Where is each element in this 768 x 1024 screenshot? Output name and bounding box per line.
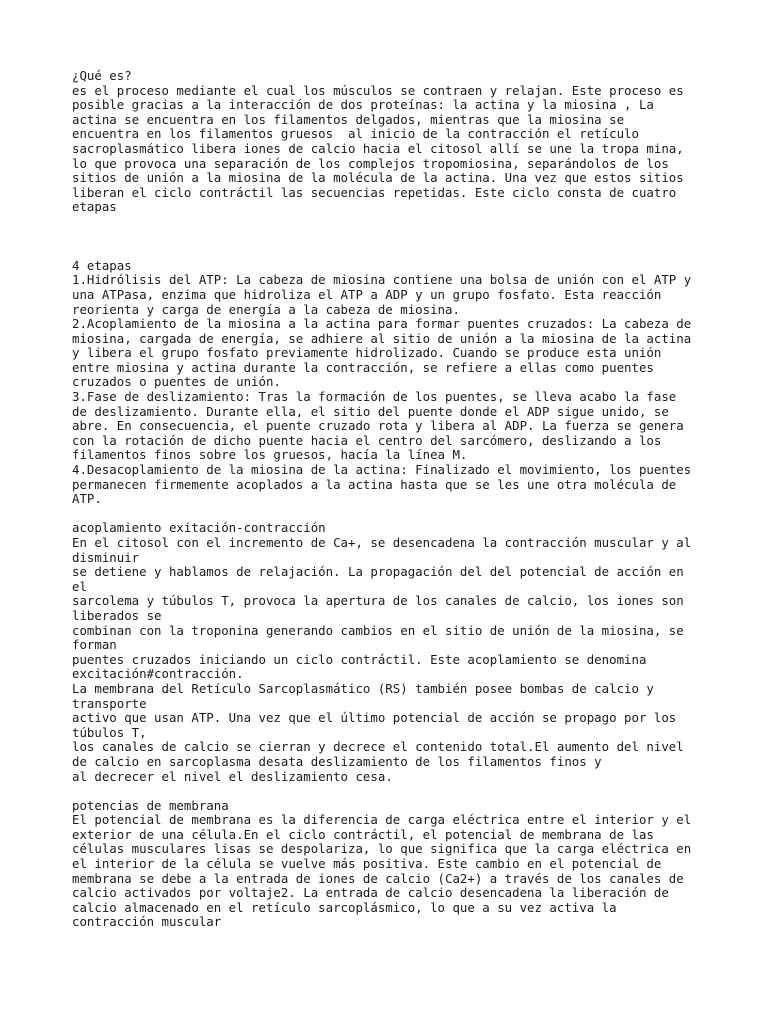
blank-line	[72, 784, 702, 799]
text-line: contracción muscular	[72, 914, 222, 930]
text-line: miosina, cargada de energía, se adhiere al sitio de unión a la miosina de la actina	[72, 330, 692, 346]
text-line: de deslizamiento. Durante ella, el sitio del puente donde el ADP sigue unido, se	[72, 403, 669, 419]
section-heading: potencias de membrana	[72, 797, 229, 813]
text-line: membrana se debe a la entrada de iones de calcio (Ca2+) a través de los canales de	[72, 870, 684, 886]
text-line: abre. En consecuencia, el puente cruzado rota y libera al ADP. La fuerza se genera	[72, 418, 684, 434]
section-heading: 4 etapas	[72, 257, 132, 273]
text-line: 1.Hidrólisis del ATP: La cabeza de miosina contiene una bolsa de unión con el ATP y	[72, 272, 692, 288]
document-page	[72, 69, 702, 930]
text-line: al decrecer el nivel el deslizamiento cesa.	[72, 768, 393, 784]
section-heading: ¿Qué es?	[72, 68, 132, 83]
text-line: etapas	[72, 199, 117, 215]
text-line: combinan con la troponina generando cambios en el sitio de unión de la miosina, se	[72, 622, 684, 638]
text-line: transporte	[72, 695, 147, 711]
text-line: una ATPasa, enzima que hidroliza el ATP a ADP y un grupo fosfato. Esta reacción	[72, 286, 662, 302]
text-line: se detiene y hablamos de relajación. La propagación del del potencial de acción en	[72, 564, 684, 580]
text-line: sacroplasmático libera iones de calcio hacia el citosol allí se une la tropa mina,	[72, 140, 684, 156]
text-line: es el proceso mediante el cual los músculos se contraen y relajan. Este proceso es	[72, 82, 684, 98]
text-line: puentes cruzados iniciando un ciclo contráctil. Este acoplamiento se denomina	[72, 651, 647, 667]
blank-line	[72, 230, 702, 245]
text-line: La membrana del Retículo Sarcoplasmático (RS) también posee bombas de calcio y	[72, 680, 654, 696]
text-line: 4.Desacoplamiento de la miosina de la actina: Finalizado el movimiento, los puentes	[72, 462, 692, 478]
text-line: 2.Acoplamiento de la miosina a la actina para formar puentes cruzados: La cabeza de	[72, 316, 692, 332]
text-line: cruzados o puentes de unión.	[72, 374, 281, 390]
text-line: actina se encuentra en los filamentos delgados, mientras que la miosina se	[72, 111, 625, 127]
text-line: con la rotación de dicho puente hacia el centro del sarcómero, deslizando a los	[72, 432, 662, 448]
text-line: el	[72, 578, 87, 594]
section-que-es	[72, 69, 702, 259]
section-heading: acoplamiento exitación-contracción	[72, 520, 326, 536]
text-line: activo que usan ATP. Una vez que el último potencial de acción se propago por los	[72, 710, 677, 726]
text-line: posible gracias a la interacción de dos proteínas: la actina y la miosina , La	[72, 97, 654, 113]
blank-line	[72, 507, 702, 522]
text-line: calcio activados por voltaje2. La entrada de calcio desencadena la liberación de	[72, 885, 669, 901]
text-line: disminuir	[72, 549, 140, 565]
blank-line	[72, 244, 702, 259]
text-line: túbulos T,	[72, 724, 147, 740]
text-line: entre miosina y actina durante la contracción, se refiere a ellas como puentes	[72, 359, 654, 375]
text-line: células musculares lisas se despolariza, lo que significa que la carga eléctrica en	[72, 841, 692, 857]
section-etapas	[72, 259, 702, 522]
text-line: lo que provoca una separación de los complejos tropomiosina, separándolos de los	[72, 155, 669, 171]
text-line: y libera el grupo fosfato previamente hidrolizado. Cuando se produce esta unión	[72, 345, 662, 361]
text-line: forman	[72, 637, 117, 653]
text-line: excitación#contracción.	[72, 666, 244, 682]
text-line: ATP.	[72, 491, 102, 507]
blank-line	[72, 215, 702, 230]
text-line: sarcolema y túbulos T, provoca la apertura de los canales de calcio, los iones son	[72, 593, 684, 609]
section-acoplamiento	[72, 521, 702, 798]
text-line: los canales de calcio se cierran y decrece el contenido total.El aumento del nivel	[72, 739, 684, 755]
text-line: 3.Fase de deslizamiento: Tras la formación de los puentes, se lleva acabo la fase	[72, 389, 677, 405]
text-line: permanecen firmemente acoplados a la actina hasta que se les une otra molécula de	[72, 476, 677, 492]
text-line: el interior de la célula se vuelve más positiva. Este cambio en el potencial de	[72, 856, 662, 872]
text-line: de calcio en sarcoplasma desata deslizamiento de los filamentos finos y	[72, 753, 602, 769]
text-line: liberan el ciclo contráctil las secuencias repetidas. Este ciclo consta de cuatro	[72, 184, 677, 200]
text-line: exterior de una célula.En el ciclo contráctil, el potencial de membrana de las	[72, 826, 654, 842]
text-line: reorienta y carga de energía a la cabeza de miosina.	[72, 301, 460, 317]
text-line: El potencial de membrana es la diferencia de carga eléctrica entre el interior y el	[72, 812, 692, 828]
text-line: encuentra en los filamentos gruesos al inicio de la contracción el retículo	[72, 126, 639, 142]
text-line: En el citosol con el incremento de Ca+, se desencadena la contracción muscular y al	[72, 535, 692, 550]
section-potencias	[72, 799, 702, 930]
text-line: filamentos finos sobre los gruesos, hacía la línea M.	[72, 447, 468, 463]
text-line: sitios de unión a la miosina de la molécula de la actina. Una vez que estos sitios	[72, 170, 684, 186]
text-line: liberados se	[72, 607, 162, 623]
text-line: calcio almacenado en el retículo sarcoplásmico, lo que a su vez activa la	[72, 899, 617, 915]
